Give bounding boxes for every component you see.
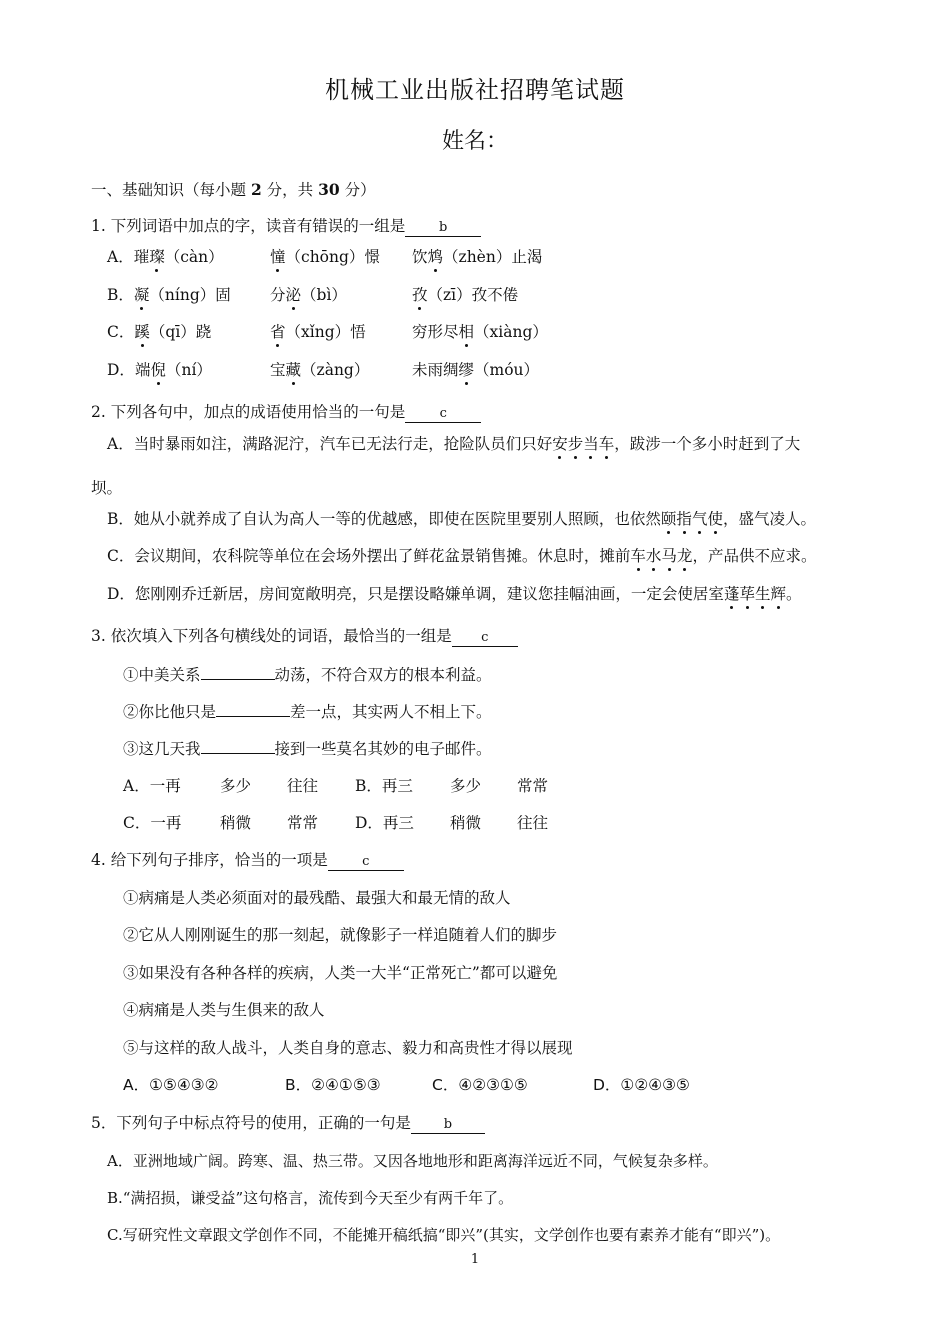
q5-option-a: A．亚洲地域广阔。跨寒、温、热三带。又因各地地形和距离海洋远近不同，气候复杂多样。 — [107, 1152, 718, 1170]
q3-option-b-w2: 多少 — [450, 777, 482, 795]
q1-option-c-word2: 省（xǐng）悟 — [270, 323, 366, 341]
question-2-answer: c — [405, 406, 481, 423]
page-number: 1 — [470, 1252, 480, 1267]
q4-option-b: B．②④①⑤③ — [285, 1076, 381, 1094]
q1-option-c: C．蹊（qī）跷 — [107, 323, 212, 341]
question-3-answer: c — [452, 630, 518, 647]
q3-option-c: C．一再 — [123, 814, 182, 832]
fill-blank — [201, 664, 275, 680]
q1-option-d-word3: 未雨绸缪（móu） — [412, 361, 540, 379]
q3-option-a: A．一再 — [123, 777, 181, 795]
q3-sentence-2: ②你比他只是 差一点，其实两人不相上下。 — [123, 703, 492, 721]
q2-option-d: D．您刚刚乔迁新居，房间宽敞明亮，只是摆设略嫌单调，建议您挂幅油画，一定会使居室蓬荜生辉。 — [107, 585, 802, 603]
q3-option-c-w3: 常常 — [287, 814, 319, 832]
q4-sentence-3: ③如果没有各种各样的疾病，人类一大半“正常死亡”都可以避免 — [123, 964, 558, 982]
question-3-stem: 3. 依次填入下列各句横线处的词语，最恰当的一组是 c — [91, 626, 518, 647]
q1-option-c-word3: 穷形尽相（xiàng） — [412, 323, 548, 341]
q1-option-a-word3: 饮鸩（zhèn）止渴 — [412, 248, 543, 266]
q2-option-a-cont: 坝。 — [91, 479, 123, 497]
q3-option-d-w2: 稍微 — [450, 814, 482, 832]
question-5-answer: b — [411, 1117, 485, 1134]
q4-sentence-1: ①病痛是人类必须面对的最残酷、最强大和最无情的敌人 — [123, 889, 511, 907]
q3-option-b-w3: 常常 — [517, 777, 549, 795]
question-1-answer: b — [405, 220, 481, 237]
q4-sentence-2: ②它从人刚刚诞生的那一刻起，就像影子一样追随着人们的脚步 — [123, 926, 558, 944]
q1-option-d: D．端倪（ní） — [107, 361, 212, 379]
page-title: 机械工业出版社招聘笔试题 — [325, 76, 625, 104]
q4-option-c: C．④②③①⑤ — [432, 1076, 528, 1094]
q4-option-a: A．①⑤④③② — [123, 1076, 219, 1094]
section-header: 一、基础知识（每小题 2 分，共 30 分） — [91, 180, 376, 199]
q1-option-a-word2: 憧（chōng）憬 — [270, 248, 380, 266]
q5-option-b: B.“满招损，谦受益”这句格言，流传到今天至少有两千年了。 — [107, 1189, 514, 1207]
q1-option-a: A．璀璨（càn） — [107, 248, 224, 266]
question-2-stem: 2. 下列各句中，加点的成语使用恰当的一句是 c — [91, 402, 481, 423]
q3-option-a-w3: 往往 — [287, 777, 319, 795]
q1-option-b-word2: 分泌（bì） — [270, 286, 347, 304]
fill-blank — [201, 738, 275, 754]
q4-sentence-4: ④病痛是人类与生俱来的敌人 — [123, 1001, 325, 1019]
q5-option-c: C.写研究性文章跟文学创作不同，不能摊开稿纸搞“即兴”(其实，文学创作也要有素养才能有“即兴”)。 — [107, 1226, 781, 1244]
fill-blank — [216, 701, 290, 717]
q4-sentence-5: ⑤与这样的敌人战斗，人类自身的意志、毅力和高贵性才得以展现 — [123, 1039, 573, 1057]
q1-option-d-word2: 宝藏（zàng） — [270, 361, 370, 379]
q3-option-c-w2: 稍微 — [220, 814, 252, 832]
q1-option-b: B．凝（níng）固 — [107, 286, 231, 304]
q3-option-d-w3: 往往 — [517, 814, 549, 832]
q3-sentence-1: ①中美关系 动荡，不符合双方的根本利益。 — [123, 666, 492, 684]
question-4-stem: 4. 给下列句子排序，恰当的一项是 c — [91, 850, 404, 871]
q3-sentence-3: ③这几天我 接到一些莫名其妙的电子邮件。 — [123, 740, 492, 758]
q3-option-d: D．再三 — [355, 814, 414, 832]
q2-option-a: A．当时暴雨如注，满路泥泞，汽车已无法行走，抢险队员们只好安步当车，跋涉一个多小时赶到了大 — [107, 435, 801, 453]
q1-option-b-word3: 孜（zī）孜不倦 — [412, 286, 519, 304]
q3-option-b: B．再三 — [355, 777, 413, 795]
q3-option-a-w2: 多少 — [220, 777, 252, 795]
question-1-stem: 1. 下列词语中加点的字，读音有错误的一组是 b — [91, 216, 481, 237]
question-4-answer: c — [328, 854, 404, 871]
q2-option-c: C．会议期间，农科院等单位在会场外摆出了鲜花盆景销售摊。休息时，摊前车水马龙，产品供不应求。 — [107, 547, 817, 565]
name-label: 姓名： — [441, 129, 508, 154]
q4-option-d: D．①②④③⑤ — [593, 1076, 690, 1094]
q2-option-b: B．她从小就养成了自认为高人一等的优越感，即使在医院里要别人照顾，也依然颐指气使，盛气凌人。 — [107, 510, 816, 528]
question-5-stem: 5．下列句子中标点符号的使用，正确的一句是 b — [91, 1113, 485, 1134]
